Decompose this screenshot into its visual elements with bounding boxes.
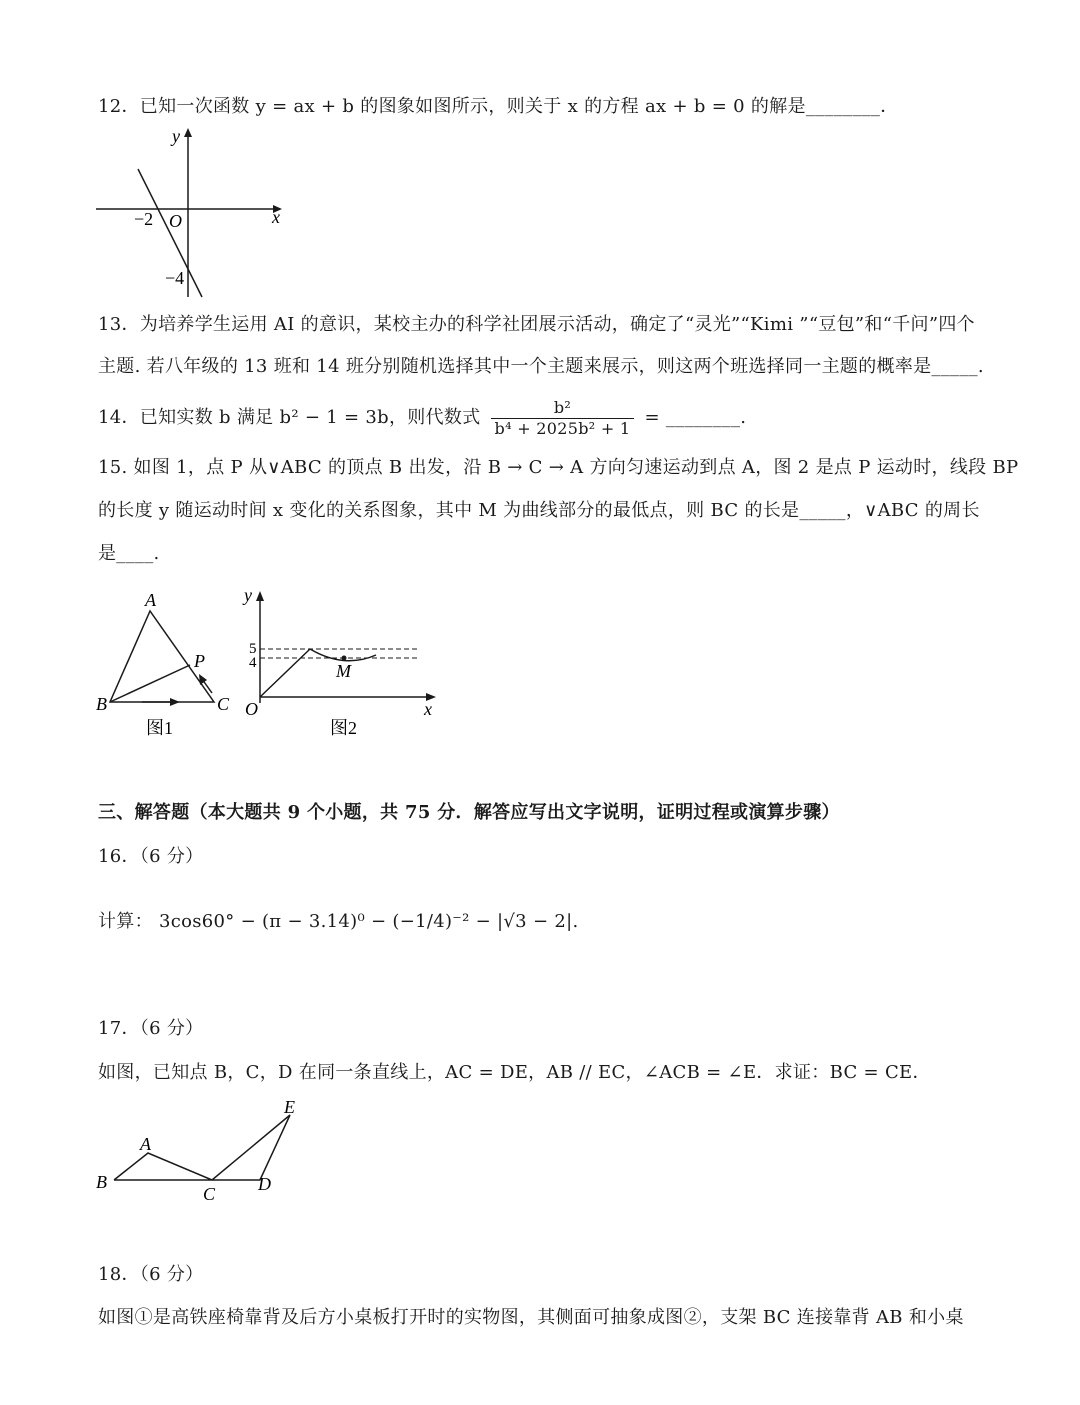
fig2-y-arrow xyxy=(256,591,264,601)
fig2-curve xyxy=(260,649,376,697)
q12-origin: O xyxy=(169,211,182,231)
q17-label-a: A xyxy=(140,1134,151,1154)
q14-fraction xyxy=(491,398,635,439)
fig2-caption: 图2 xyxy=(330,718,357,738)
segment-bp xyxy=(110,665,190,702)
fig1-label-p: P xyxy=(194,651,205,671)
fig2-label-m: M xyxy=(336,661,351,681)
q16-header: 16．（6 分） xyxy=(98,846,204,867)
q15-figure2 xyxy=(240,585,450,740)
q17-header: 17．（6 分） xyxy=(98,1018,204,1039)
fig2-point-m xyxy=(342,656,347,661)
q17-label-d: D xyxy=(258,1174,271,1194)
q12-graph xyxy=(92,125,292,300)
q13-line2: 主题. 若八年级的 13 班和 14 班分别随机选择其中一个主题来展示，则这两个班选择同一主题的概率是_____. xyxy=(98,356,984,377)
fig1-label-c: C xyxy=(217,694,230,714)
q17-label-e: E xyxy=(284,1097,295,1117)
section3-title: 三、解答题（本大题共 9 个小题，共 75 分．解答应写出文字说明，证明过程或演算步骤） xyxy=(98,802,840,823)
fig1-label-a: A xyxy=(145,590,156,610)
fig2-label-5: 5 xyxy=(249,641,257,657)
fig2-label-o: O xyxy=(245,699,258,719)
fig1-label-b: B xyxy=(96,694,107,714)
q12-y-label: y xyxy=(172,126,180,146)
q14-numerator: b² xyxy=(491,398,635,419)
q16-prefix: 计算： xyxy=(98,911,153,932)
q14-text xyxy=(98,395,746,441)
q12-text: 12．已知一次函数 y = ax + b 的图象如图所示，则关于 x 的方程 ax + b = 0 的解是________． xyxy=(98,96,899,117)
q17-figure xyxy=(92,1095,322,1210)
q14-prefix: 14．已知实数 b 满足 b² − 1 = 3b，则代数式 xyxy=(98,407,481,428)
q17-text: 如图，已知点 B，C，D 在同一条直线上，AC = DE，AB // EC，∠ACB = ∠E．求证：BC = CE． xyxy=(98,1062,931,1083)
q15-line2: 的长度 y 随运动时间 x 变化的关系图象，其中 M 为曲线部分的最低点，则 BC 的长是_____，∨ABC 的周长 xyxy=(98,500,980,521)
q14-suffix: = ________. xyxy=(644,407,747,428)
fig2-label-y: y xyxy=(244,585,252,605)
q12-x-label: x xyxy=(272,207,280,227)
q17-label-b: B xyxy=(96,1172,107,1192)
q18-text: 如图①是高铁座椅靠背及后方小桌板打开时的实物图，其侧面可抽象成图②，支架 BC 连接靠背 AB 和小桌 xyxy=(98,1307,964,1328)
q18-header: 18．（6 分） xyxy=(98,1264,204,1285)
fig2-label-x: x xyxy=(424,699,432,719)
q15-line3: 是____. xyxy=(98,543,160,564)
q16-expression xyxy=(98,910,578,934)
arrow-bc-head xyxy=(170,698,180,706)
q14-denominator: b⁴ + 2025b² + 1 xyxy=(494,418,631,438)
q12-y-arrow xyxy=(184,128,192,137)
q13-line1: 13．为培养学生运用 AI 的意识，某校主办的科学社团展示活动，确定了“灵光”“Kimi ”“豆包”和“千问”四个 xyxy=(98,314,975,335)
q12-y-intercept: −4 xyxy=(165,268,185,288)
q12-x-intercept: −2 xyxy=(134,209,154,229)
q16-expr: 3cos60° − (π − 3.14)⁰ − (−1/4)⁻² − |√3 − 2|. xyxy=(158,911,579,932)
q15-line1: 15. 如图 1，点 P 从∨ABC 的顶点 B 出发，沿 B → C → A 方向匀速运动到点 A，图 2 是点 P 运动时，线段 BP xyxy=(98,457,1019,478)
q15-figure1 xyxy=(92,585,242,740)
fig1-caption: 图1 xyxy=(146,718,173,738)
fig2-label-4: 4 xyxy=(249,655,257,671)
q17-label-c: C xyxy=(203,1184,216,1204)
